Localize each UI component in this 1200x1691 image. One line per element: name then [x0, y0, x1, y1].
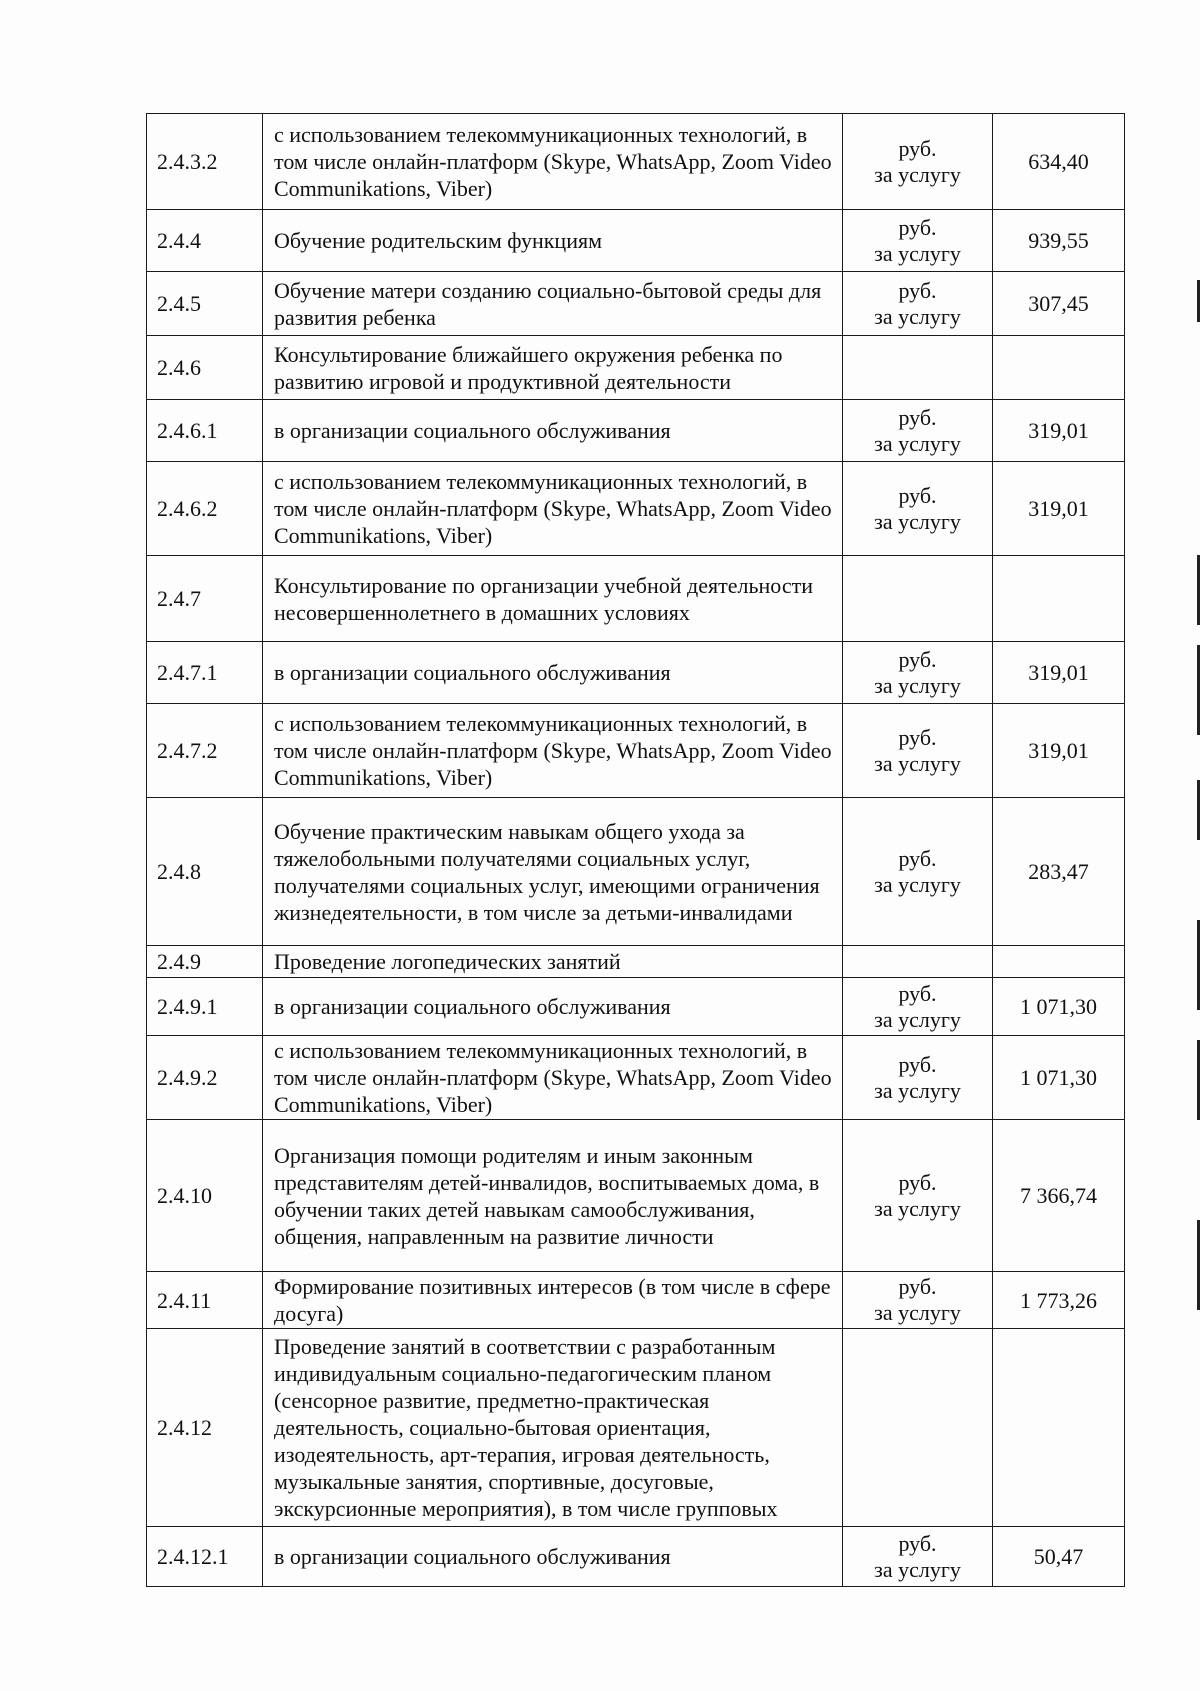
- unit-currency: руб.: [898, 1274, 937, 1299]
- unit-per-service: за услугу: [874, 1006, 961, 1032]
- unit-currency: руб.: [898, 845, 937, 871]
- price-cell: 1 773,26: [993, 1272, 1125, 1329]
- row-code: 2.4.5: [147, 272, 263, 336]
- unit-currency: руб.: [898, 135, 937, 161]
- unit-per-service: за услугу: [874, 1077, 961, 1103]
- row-code: 2.4.3.2: [147, 114, 263, 210]
- table-row: [147, 1527, 1125, 1587]
- unit-cell: [843, 272, 993, 336]
- price-cell: 50,47: [993, 1527, 1125, 1587]
- price-cell: [993, 1329, 1125, 1527]
- row-code: 2.4.9.2: [147, 1036, 263, 1120]
- unit-per-service: за услугу: [874, 1195, 961, 1221]
- tariff-table-body: [147, 114, 1125, 1587]
- unit-per-service: за услугу: [874, 508, 961, 534]
- table-row: [147, 946, 1125, 978]
- row-code: 2.4.7.2: [147, 704, 263, 798]
- table-row: [147, 642, 1125, 704]
- service-name: Формирование позитивных интересов (в том числе в сфере досуга): [263, 1272, 843, 1329]
- unit-currency: руб.: [898, 1169, 937, 1195]
- service-name: в организации социального обслуживания: [263, 400, 843, 462]
- row-code: 2.4.4: [147, 210, 263, 272]
- table-row: [147, 400, 1125, 462]
- unit-cell: [843, 210, 993, 272]
- unit-cell: [843, 114, 993, 210]
- row-code: 2.4.8: [147, 798, 263, 946]
- row-code: 2.4.6.2: [147, 462, 263, 556]
- row-code: 2.4.9.1: [147, 978, 263, 1036]
- tariff-table: [146, 113, 1125, 1587]
- unit-currency: руб.: [898, 277, 937, 303]
- unit-cell: [843, 556, 993, 642]
- price-cell: 7 366,74: [993, 1120, 1125, 1272]
- unit-per-service: за услугу: [874, 871, 961, 897]
- service-name: в организации социального обслуживания: [263, 978, 843, 1036]
- table-row: [147, 1120, 1125, 1272]
- table-row: [147, 1036, 1125, 1120]
- service-name: с использованием телекоммуникационных технологий, в том числе онлайн-платформ (Skype, WhatsApp, Zoom Video Communikations, Viber): [263, 462, 843, 556]
- price-cell: 307,45: [993, 272, 1125, 336]
- table-row: [147, 1329, 1125, 1527]
- price-cell: 319,01: [993, 642, 1125, 704]
- unit-per-service: за услугу: [874, 750, 961, 776]
- table-row: [147, 704, 1125, 798]
- unit-cell: [843, 704, 993, 798]
- unit-per-service: за услугу: [874, 672, 961, 698]
- unit-per-service: за услугу: [874, 1556, 961, 1582]
- unit-per-service: за услугу: [874, 240, 961, 266]
- service-name: Обучение матери созданию социально-бытовой среды для развития ребенка: [263, 272, 843, 336]
- row-code: 2.4.10: [147, 1120, 263, 1272]
- service-name: Организация помощи родителям и иным законным представителям детей-инвалидов, воспитываемых дома, в обучении таких детей навыкам самообслуживания, общения, направленным на развитие личности: [263, 1120, 843, 1272]
- unit-currency: руб.: [898, 1530, 937, 1556]
- table-row: [147, 1272, 1125, 1329]
- unit-cell: [843, 1036, 993, 1120]
- service-name: Консультирование по организации учебной деятельности несовершеннолетнего в домашних условиях: [263, 556, 843, 642]
- unit-cell: [843, 1120, 993, 1272]
- price-cell: 1 071,30: [993, 978, 1125, 1036]
- price-cell: 319,01: [993, 704, 1125, 798]
- unit-cell: [843, 946, 993, 978]
- row-code: 2.4.6: [147, 336, 263, 400]
- unit-per-service: за услугу: [874, 161, 961, 187]
- service-name: в организации социального обслуживания: [263, 1527, 843, 1587]
- service-name: Консультирование ближайшего окружения ребенка по развитию игровой и продуктивной деятельности: [263, 336, 843, 400]
- table-row: [147, 336, 1125, 400]
- unit-cell: [843, 1329, 993, 1527]
- price-cell: 939,55: [993, 210, 1125, 272]
- service-name: Обучение родительским функциям: [263, 210, 843, 272]
- price-cell: [993, 946, 1125, 978]
- unit-currency: руб.: [898, 482, 937, 508]
- price-cell: 634,40: [993, 114, 1125, 210]
- price-cell: 1 071,30: [993, 1036, 1125, 1120]
- table-row: [147, 114, 1125, 210]
- service-name: Обучение практическим навыкам общего ухода за тяжелобольными получателями социальных услуг, получателями социальных услуг, имеющими ограничения жизнедеятельности, в том числе за детьми-инвалидами: [263, 798, 843, 946]
- table-row: [147, 272, 1125, 336]
- unit-cell: [843, 642, 993, 704]
- service-name: Проведение занятий в соответствии с разработанным индивидуальным социально-педагогическим планом (сенсорное развитие, предметно-практическая деятельность, социально-бытовая ориентация, изодеятельность, арт-терапия, игровая деятельность, музыкальные занятия, спортивные, досуговые, экскурсионные мероприятия), в том числе групповых: [263, 1329, 843, 1527]
- table-row: [147, 462, 1125, 556]
- unit-currency: руб.: [898, 214, 937, 240]
- table-row: [147, 210, 1125, 272]
- price-cell: [993, 336, 1125, 400]
- table-row: [147, 798, 1125, 946]
- service-name: с использованием телекоммуникационных технологий, в том числе онлайн-платформ (Skype, WhatsApp, Zoom Video Communikations, Viber): [263, 1036, 843, 1120]
- service-name: в организации социального обслуживания: [263, 642, 843, 704]
- row-code: 2.4.11: [147, 1272, 263, 1329]
- table-row: [147, 978, 1125, 1036]
- price-cell: [993, 556, 1125, 642]
- row-code: 2.4.7: [147, 556, 263, 642]
- service-name: с использованием телекоммуникационных технологий, в том числе онлайн-платформ (Skype, WhatsApp, Zoom Video Communikations, Viber): [263, 704, 843, 798]
- unit-currency: руб.: [898, 980, 937, 1006]
- unit-cell: [843, 1272, 993, 1329]
- table-row: [147, 556, 1125, 642]
- unit-per-service: за услугу: [874, 430, 961, 456]
- unit-currency: руб.: [898, 404, 937, 430]
- unit-currency: руб.: [898, 724, 937, 750]
- price-cell: 283,47: [993, 798, 1125, 946]
- unit-currency: руб.: [898, 1051, 937, 1077]
- row-code: 2.4.6.1: [147, 400, 263, 462]
- row-code: 2.4.12.1: [147, 1527, 263, 1587]
- row-code: 2.4.7.1: [147, 642, 263, 704]
- row-code: 2.4.12: [147, 1329, 263, 1527]
- unit-currency: руб.: [898, 646, 937, 672]
- price-cell: 319,01: [993, 462, 1125, 556]
- unit-cell: [843, 462, 993, 556]
- price-cell: 319,01: [993, 400, 1125, 462]
- unit-cell: [843, 400, 993, 462]
- row-code: 2.4.9: [147, 946, 263, 978]
- service-name: Проведение логопедических занятий: [263, 946, 843, 978]
- unit-cell: [843, 798, 993, 946]
- unit-per-service: за услугу: [874, 303, 961, 329]
- service-name: с использованием телекоммуникационных технологий, в том числе онлайн-платформ (Skype, WhatsApp, Zoom Video Communikations, Viber): [263, 114, 843, 210]
- unit-cell: [843, 1527, 993, 1587]
- unit-cell: [843, 978, 993, 1036]
- unit-cell: [843, 336, 993, 400]
- unit-per-service: за услугу: [874, 1300, 961, 1325]
